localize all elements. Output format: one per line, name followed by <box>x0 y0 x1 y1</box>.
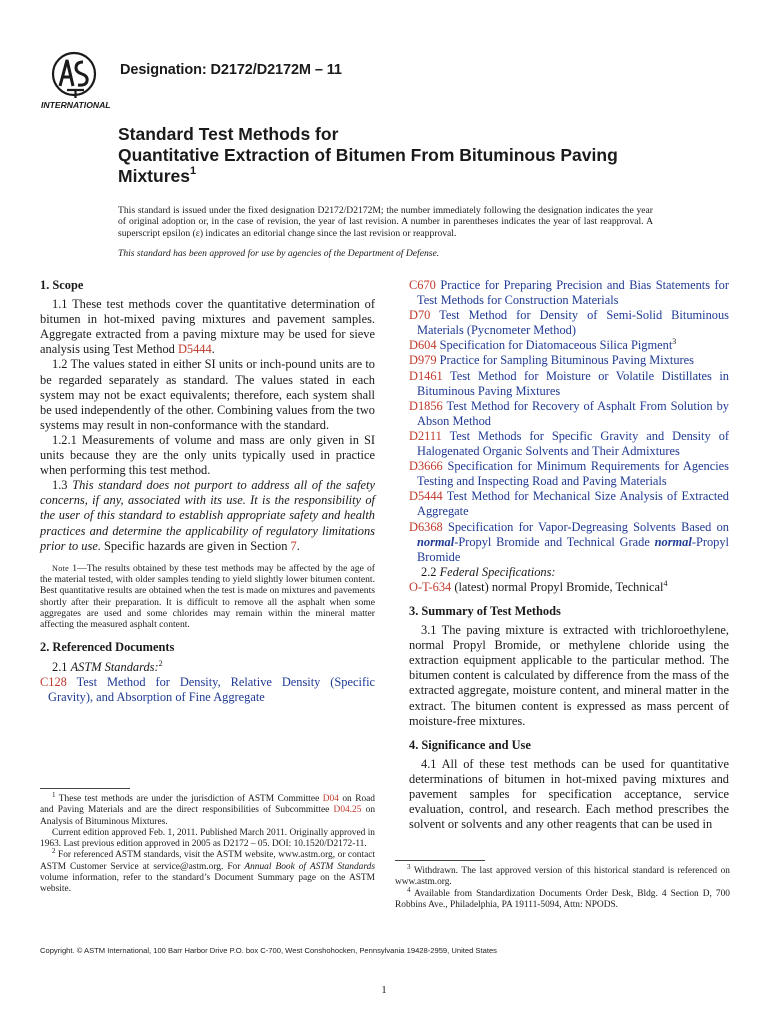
footnote: $^3$ Withdrawn. The last approved version of this historical standard is referenced on www.astm.org. <box>395 862 730 888</box>
paragraph: 1.1 These test methods cover the quantitative determination of bitumen in hot-mixed paving mixtures and pavement samples. Aggregate extracted from a paving mixture may be used for sieve analysis using Test Method D5444. <box>40 297 375 357</box>
footnote: $^1$ These test methods are under the jurisdiction of ASTM Committee D04 on Road and Paving Materials and are the direct responsibilities of Subcommittee D04.25 on Analysis of Bituminous Mixtures. <box>40 790 376 827</box>
section-heading: 3. Summary of Test Methods <box>409 603 561 618</box>
logo-text: INTERNATIONAL <box>41 100 111 110</box>
footnotes-left <box>40 790 376 896</box>
right-column <box>409 278 729 832</box>
footnote: $^2$ For referenced ASTM standards, visit the ASTM website, www.astm.org, or contact ASTM Customer Service at service@astm.org. For Annual Book of ASTM Standards volume information, refer to the standard’s Document Summary page on the ASTM website. <box>40 847 375 895</box>
title-line: Mixtures$^1$ <box>118 165 197 186</box>
dod-approval-note: This standard has been approved for use by agencies of the Department of Defense. <box>118 248 440 259</box>
designation: Designation: D2172/D2172M – 11 <box>120 62 342 78</box>
subcommittee-link[interactable]: D04.25 <box>333 805 362 816</box>
issuance-statement: This standard is issued under the fixed designation D2172/D2172M; the number immediately following the designation indicates the year of original adoption or, in the case of revision, the year of last revision. A number in parentheses indicates the year of last reapproval. A superscript epsilon (ε) indicates an editorial change since the last revision or reapproval. <box>118 205 653 239</box>
reference-item[interactable]: D5444 Test Method for Mechanical Size Analysis of Extracted Aggregate <box>409 489 730 519</box>
reference-item[interactable]: D6368 Specification for Vapor-Degreasing Solvents Based on normal-Propyl Bromide and Technical Grade normal-Propyl Bromide <box>409 519 729 564</box>
paragraph: 4.1 All of these test methods can be used for quantitative determinations of bitumen in hot-mixed paving mixtures and pavement samples for specification acceptance, service evaluation, control, and research. Each method prescribes the solvent or solvents and any other reagents that can be used in <box>409 756 729 832</box>
reference-item[interactable]: D604 Specification for Diatomaceous Silica Pigment$^3$ <box>409 337 677 353</box>
reference-item[interactable]: D2111 Test Methods for Specific Gravity and Density of Halogenated Organic Solvents and Their Admixtures <box>409 428 730 459</box>
reference-item[interactable]: D1461 Test Method for Moisture or Volatile Distillates in Bituminous Paving Mixtures <box>409 368 729 398</box>
committee-link[interactable]: D04 <box>322 794 339 804</box>
reference-item[interactable]: D979 Practice for Sampling Bituminous Paving Mixtures <box>409 353 694 368</box>
astm-logo <box>40 50 112 110</box>
paragraph: 1.3 This standard does not purport to address all of the safety concerns, if any, associated with its use. It is the responsibility of the user of this standard to establish appropriate safety and health practices and determine the applicability of regulatory limitations prior to use. Specific hazards are given in Section 7. <box>40 478 375 553</box>
section-heading: 4. Significance and Use <box>409 737 531 752</box>
footnote-divider <box>40 788 130 789</box>
footnote: $^4$ Available from Standardization Documents Order Desk, Bldg. 4 Section D, 700 Robbins Ave., Philadelphia, PA 19111-5094, Attn: NPODS. <box>395 885 730 910</box>
footnote-mark: 1 <box>189 165 197 178</box>
reference-item[interactable]: D70 Test Method for Density of Semi-Solid Bituminous Materials (Pycnometer Method) <box>409 308 730 338</box>
section-heading: 1. Scope <box>40 278 84 292</box>
section-link[interactable]: 7 <box>290 538 297 553</box>
title-line: Standard Test Methods for <box>118 124 339 144</box>
title-line: Quantitative Extraction of Bitumen From Bituminous Paving <box>118 145 618 165</box>
reference-item[interactable]: D3666 Specification for Minimum Requirements for Agencies Testing and Inspecting Road and Paving Materials <box>409 459 729 489</box>
footnote: Current edition approved Feb. 1, 2011. Published March 2011. Originally approved in 1963. Last previous edition approved in 2005 as D2172 – 05. DOI: 10.1520/D2172-11. <box>40 827 375 850</box>
section-heading: 2. Referenced Documents <box>40 640 175 655</box>
footnotes-right <box>395 862 730 911</box>
reference-item[interactable]: C128 Test Method for Density, Relative Density (Specific Gravity), and Absorption of Fine Aggregate <box>40 674 376 704</box>
reference-item[interactable]: C670 Practice for Preparing Precision and Bias Statements for Test Methods for Construction Materials <box>409 278 729 308</box>
copyright-line: Copyright. © ASTM International, 100 Barr Harbor Drive P.O. box C-700, West Conshohocken, Pennsylvania 19428-2959, United States <box>40 946 497 955</box>
document-title <box>118 124 718 187</box>
paragraph: 1.2.1 Measurements of volume and mass are only given in SI units because they are the only units typically used in practice when performing this test method. <box>40 432 375 478</box>
reference-item[interactable]: D1856 Test Method for Recovery of Asphalt From Solution by Abson Method <box>409 398 730 428</box>
subsection-label: 2.2 Federal Specifications: <box>421 564 556 579</box>
subsection-label: 2.1 ASTM Standards:$^2$ <box>52 658 163 674</box>
note: Note 1—The results obtained by these test methods may be affected by the age of the material tested, with older samples tending to yield slightly lower bitumen content. Best quantitative results are obtained when the test is made on mixtures and pavements shortly after their preparation. It is difficult to remove all the asphalt when some aggregates are used and some chlorides may remain within the mineral matter affecting the measured asphalt content. <box>40 562 375 631</box>
paragraph: 3.1 The paving mixture is extracted with trichloroethylene, normal Propyl Bromide, or methylene chloride using the extraction equipment applicable to the particular method. The bitumen content is calculated by difference from the mass of the extracted aggregate, moisture content, and mineral matter in the extract. The bitumen content is expressed as mass percent of moisture-free mixtures. <box>409 623 729 728</box>
footnote-divider <box>395 860 485 861</box>
paragraph: 1.2 The values stated in either SI units or inch-pound units are to be regarded separately as standard. The values stated in each system may not be exact equivalents; therefore, each system shall be used independently of the other. Combining values from the two systems may result in non-conformance with the standard. <box>40 357 375 432</box>
left-column <box>40 278 375 705</box>
page-number: 1 <box>381 984 387 996</box>
reference-item[interactable]: O-T-634 (latest) normal Propyl Bromide, Technical$^4$ <box>409 578 668 594</box>
reference-link[interactable]: D5444 <box>177 342 212 357</box>
